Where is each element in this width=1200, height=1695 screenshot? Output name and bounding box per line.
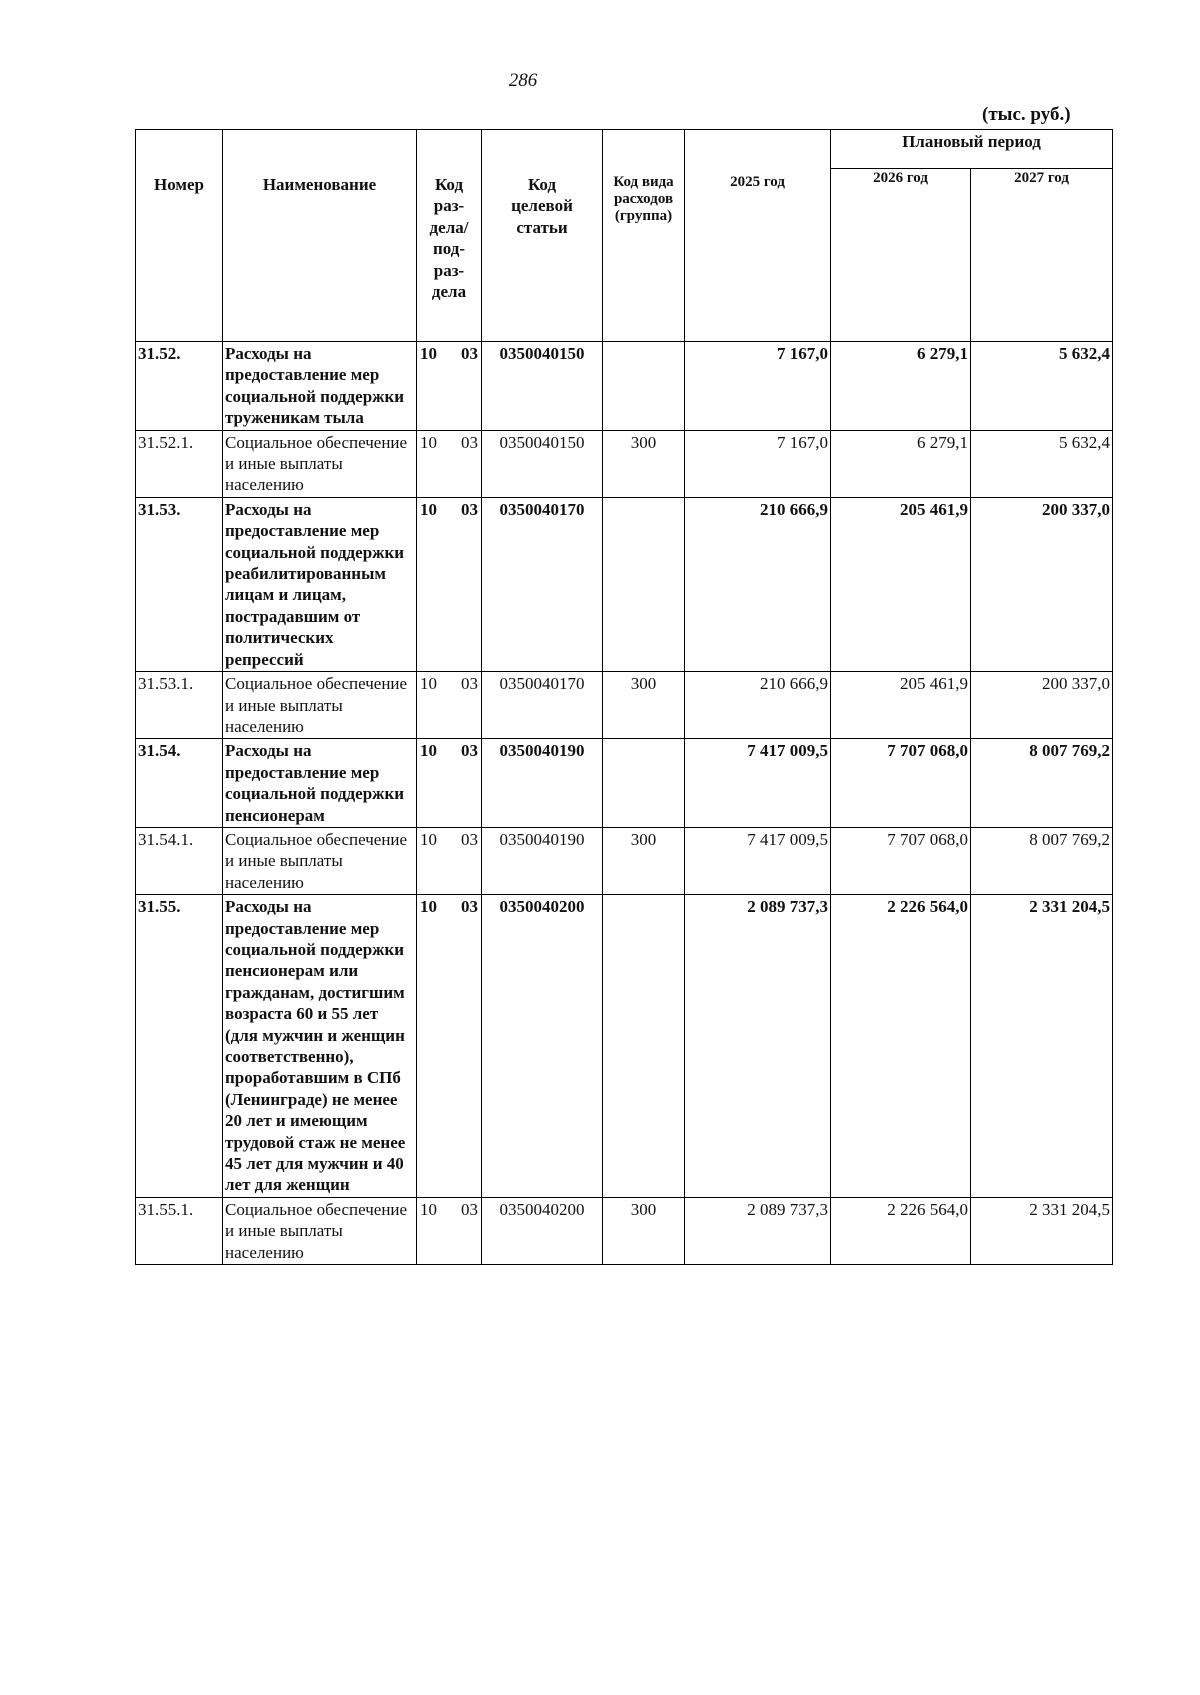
table-row [136, 672, 1113, 739]
row-value-2026: 2 226 564,0 [831, 1197, 971, 1264]
section-code: 10 [420, 741, 437, 761]
subsection-code: 03 [461, 829, 478, 849]
header-section-line: под- [432, 239, 466, 259]
header-section-line: раз- [433, 196, 465, 216]
row-section-code [417, 430, 482, 497]
row-value-2026: 6 279,1 [831, 430, 971, 497]
row-value-2026: 205 461,9 [831, 672, 971, 739]
row-name: Социальное обеспечение и иные выплаты населению [223, 672, 417, 739]
header-name [223, 130, 417, 342]
row-name: Расходы на предоставление мер социальной поддержки труженикам тыла [223, 342, 417, 431]
row-number: 31.53. [136, 497, 223, 671]
header-number-label: Номер [154, 175, 204, 194]
row-expense-group: 300 [603, 827, 685, 894]
row-expense-group: 300 [603, 430, 685, 497]
table-row [136, 739, 1113, 828]
section-code: 10 [420, 674, 437, 694]
row-value-2025: 7 417 009,5 [685, 827, 831, 894]
row-expense-group: 300 [603, 1197, 685, 1264]
section-code: 10 [420, 1199, 437, 1219]
section-code: 10 [420, 829, 437, 849]
row-name: Расходы на предоставление мер социальной поддержки пенсионерам [223, 739, 417, 828]
header-target-line: Код [527, 175, 557, 194]
page-number: 286 [508, 70, 538, 91]
table-row [136, 827, 1113, 894]
header-name-label: Наименование [262, 175, 377, 194]
row-name: Социальное обеспечение и иные выплаты населению [223, 430, 417, 497]
header-expense-line: расходов [613, 191, 674, 207]
header-target-line: статьи [516, 217, 568, 237]
row-section-code [417, 739, 482, 828]
row-section-code [417, 895, 482, 1198]
row-value-2025: 2 089 737,3 [685, 1197, 831, 1264]
subsection-code: 03 [461, 741, 478, 761]
budget-table [135, 129, 1113, 1265]
row-expense-group [603, 497, 685, 671]
row-section-code [417, 342, 482, 431]
row-name: Социальное обеспечение и иные выплаты населению [223, 1197, 417, 1264]
row-target-code: 0350040150 [482, 430, 603, 497]
row-target-code: 0350040170 [482, 497, 603, 671]
header-section-line: Код [434, 175, 464, 194]
table-row [136, 1197, 1113, 1264]
row-value-2026: 6 279,1 [831, 342, 971, 431]
header-section-line: дела [431, 282, 467, 302]
row-value-2025: 210 666,9 [685, 672, 831, 739]
subsection-code: 03 [461, 1199, 478, 1219]
section-code: 10 [420, 344, 437, 363]
row-value-2025: 7 167,0 [685, 342, 831, 431]
subsection-code: 03 [461, 432, 478, 452]
row-value-2027: 5 632,4 [971, 430, 1113, 497]
row-value-2026: 7 707 068,0 [831, 827, 971, 894]
header-2026-label: 2026 год [873, 170, 928, 186]
row-value-2026: 205 461,9 [831, 497, 971, 671]
header-2026 [831, 169, 971, 342]
table-body [136, 342, 1113, 1265]
row-name: Расходы на предоставление мер социальной поддержки реабилитированным лицам и лицам, пострадавшим от политических репрессий [223, 497, 417, 671]
row-value-2027: 2 331 204,5 [971, 1197, 1113, 1264]
header-section-line: дела/ [429, 217, 469, 237]
row-expense-group: 300 [603, 672, 685, 739]
row-number: 31.55.1. [136, 1197, 223, 1264]
row-target-code: 0350040200 [482, 895, 603, 1198]
subsection-code: 03 [461, 499, 478, 519]
row-value-2025: 2 089 737,3 [685, 895, 831, 1198]
header-2025 [685, 130, 831, 342]
row-section-code [417, 672, 482, 739]
header-expense-line: Код вида [613, 174, 674, 190]
header-target-line: целевой [511, 196, 573, 216]
table-row [136, 342, 1113, 431]
header-2027-label: 2027 год [1014, 170, 1069, 186]
units-label: (тыс. руб.) [982, 104, 1071, 125]
row-name: Социальное обеспечение и иные выплаты населению [223, 827, 417, 894]
section-code: 10 [420, 432, 437, 452]
table-row [136, 497, 1113, 671]
row-section-code [417, 497, 482, 671]
header-target [482, 130, 603, 342]
row-number: 31.52.1. [136, 430, 223, 497]
row-section-code [417, 827, 482, 894]
row-expense-group [603, 739, 685, 828]
header-expense [603, 130, 685, 342]
row-target-code: 0350040200 [482, 1197, 603, 1264]
header-planned-period-label: Плановый период [902, 132, 1041, 151]
row-value-2025: 7 417 009,5 [685, 739, 831, 828]
row-number: 31.54.1. [136, 827, 223, 894]
subsection-code: 03 [461, 897, 478, 917]
row-number: 31.55. [136, 895, 223, 1198]
row-value-2025: 7 167,0 [685, 430, 831, 497]
row-value-2026: 2 226 564,0 [831, 895, 971, 1198]
row-section-code [417, 1197, 482, 1264]
header-number [136, 130, 223, 342]
row-target-code: 0350040150 [482, 342, 603, 431]
row-target-code: 0350040190 [482, 827, 603, 894]
row-number: 31.54. [136, 739, 223, 828]
table-row [136, 895, 1113, 1198]
row-target-code: 0350040190 [482, 739, 603, 828]
row-expense-group [603, 895, 685, 1198]
row-value-2027: 200 337,0 [971, 497, 1113, 671]
row-value-2027: 8 007 769,2 [971, 739, 1113, 828]
row-number: 31.53.1. [136, 672, 223, 739]
row-value-2027: 5 632,4 [971, 342, 1113, 431]
row-value-2027: 2 331 204,5 [971, 895, 1113, 1198]
row-value-2026: 7 707 068,0 [831, 739, 971, 828]
row-value-2025: 210 666,9 [685, 497, 831, 671]
row-target-code: 0350040170 [482, 672, 603, 739]
header-section [417, 130, 482, 342]
section-code: 10 [420, 499, 437, 519]
row-name: Расходы на предоставление мер социальной поддержки пенсионерам или гражданам, достигшим возраста 60 и 55 лет (для мужчин и женщин соответственно), проработавшим в СПб (Ленинграде) не менее 20 лет и имеющим трудовой стаж не менее 45 лет для мужчин и 40 лет для женщин [223, 895, 417, 1198]
header-2025-label: 2025 год [730, 174, 785, 190]
section-code: 10 [420, 897, 437, 917]
row-expense-group [603, 342, 685, 431]
row-value-2027: 200 337,0 [971, 672, 1113, 739]
header-planned-period [831, 130, 1113, 169]
header-expense-line: (группа) [614, 208, 673, 224]
row-value-2027: 8 007 769,2 [971, 827, 1113, 894]
subsection-code: 03 [461, 674, 478, 694]
table-header-row [136, 130, 1113, 169]
header-section-line: раз- [433, 260, 465, 280]
table-row [136, 430, 1113, 497]
header-2027 [971, 169, 1113, 342]
subsection-code: 03 [461, 344, 478, 363]
row-number: 31.52. [136, 342, 223, 431]
